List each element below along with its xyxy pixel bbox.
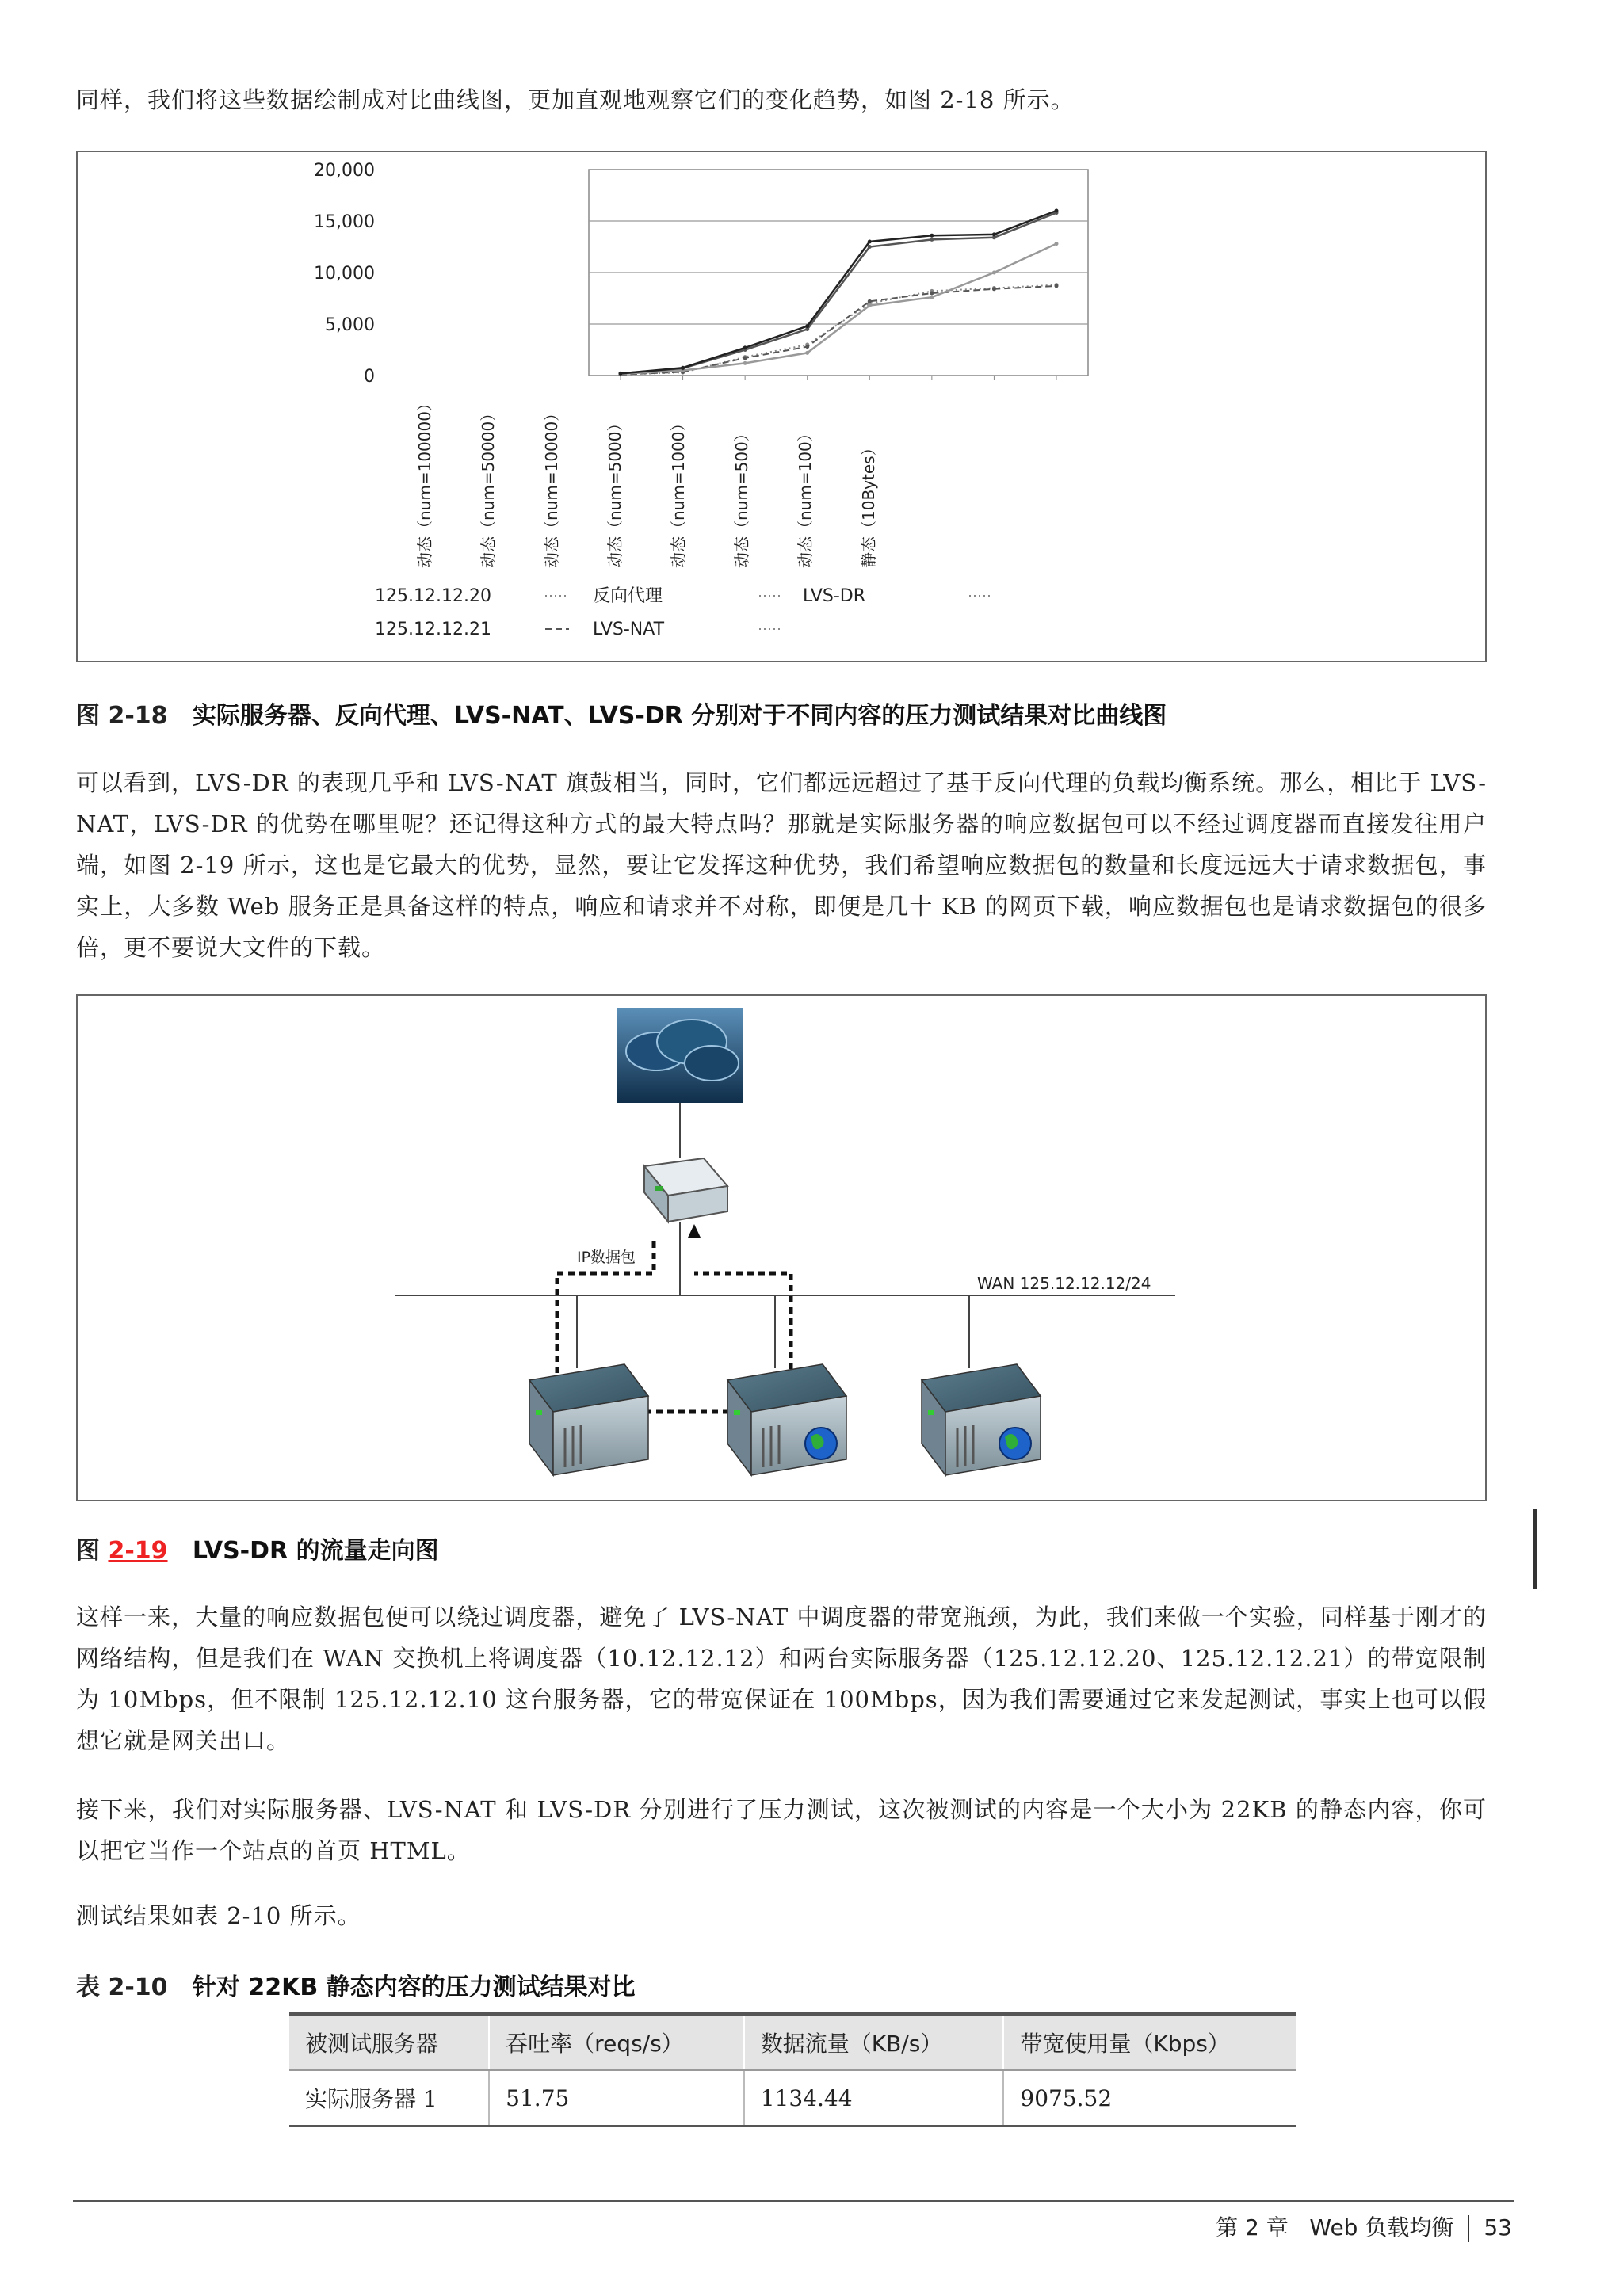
column-header: 吞吐率（reqs/s） — [489, 2014, 744, 2070]
x-tick-label: 动态（num=500） — [732, 425, 751, 568]
chart-figure-2-18 — [76, 151, 1487, 662]
intro-paragraph: 同样，我们将这些数据绘制成对比曲线图，更加直观地观察它们的变化趋势，如图 2-18 所示。 — [76, 86, 1075, 113]
data-point — [992, 287, 996, 291]
data-point — [930, 238, 934, 242]
table-number: 表 2-10 — [76, 1974, 168, 2001]
data-point — [805, 351, 809, 355]
column-header: 数据流量（KB/s） — [744, 2014, 1004, 2070]
table-2-10-caption — [76, 1967, 636, 2002]
margin-change-bar — [1533, 1509, 1537, 1589]
table-cell: 1134.44 — [744, 2070, 1004, 2126]
legend-label: 125.12.12.20 — [375, 586, 491, 606]
table-cell: 9075.52 — [1003, 2070, 1296, 2126]
table-header-row — [289, 2014, 1296, 2070]
data-point — [1055, 242, 1059, 246]
y-tick-label: 0 — [364, 367, 375, 387]
y-tick-label: 15,000 — [314, 212, 375, 232]
column-header: 带宽使用量（Kbps） — [1003, 2014, 1296, 2070]
section-label: Web 负载均衡 — [1309, 2214, 1454, 2241]
series-line — [621, 244, 1056, 374]
legend-label: LVS-DR — [803, 586, 866, 606]
chapter-label: 第 2 章 — [1216, 2214, 1289, 2241]
packet-label: IP数据包 — [577, 1249, 636, 1266]
internet-cloud-icon — [617, 1008, 743, 1103]
page-number: 53 — [1484, 2214, 1512, 2241]
arrow-up-icon — [688, 1224, 701, 1238]
body-paragraph-4: 测试结果如表 2-10 所示。 — [76, 1902, 361, 1929]
figure-2-18-caption — [76, 696, 1167, 730]
footer-separator — [1468, 2215, 1469, 2242]
data-point — [743, 345, 747, 349]
x-tick-label: 动态（num=1000） — [669, 415, 688, 568]
data-point — [930, 234, 934, 238]
data-point — [868, 240, 872, 244]
load-balancer-icon — [644, 1158, 727, 1222]
column-header: 被测试服务器 — [289, 2014, 489, 2070]
table-title: 针对 22KB 静态内容的压力测试结果对比 — [192, 1974, 636, 2001]
x-tick-label: 动态（num=100） — [796, 425, 815, 568]
legend-label: 125.12.12.21 — [375, 620, 491, 639]
data-point — [743, 361, 747, 365]
x-tick-label: 动态（num=100000） — [415, 395, 434, 568]
data-point — [868, 299, 872, 303]
legend-label: LVS-NAT — [593, 620, 665, 639]
page-footer — [1216, 2210, 1512, 2242]
data-point — [681, 366, 685, 370]
data-point — [992, 232, 996, 236]
data-point — [992, 271, 996, 275]
figure-2-19-caption — [76, 1531, 439, 1566]
data-point — [1055, 284, 1059, 288]
data-point — [805, 324, 809, 328]
y-tick-label: 10,000 — [314, 264, 375, 284]
data-point — [805, 345, 809, 349]
diagram-figure-2-19 — [76, 994, 1487, 1501]
footer-rule — [73, 2200, 1514, 2202]
web-server-icon — [727, 1364, 846, 1475]
figure-ref-link[interactable]: 2-19 — [108, 1537, 168, 1565]
table-cell: 51.75 — [489, 2070, 744, 2126]
y-tick-label: 5,000 — [325, 315, 375, 335]
data-point — [930, 292, 934, 296]
data-point — [868, 303, 872, 307]
series-line — [621, 213, 1056, 374]
x-tick-label: 动态（num=50000） — [479, 405, 498, 568]
data-point — [868, 245, 872, 249]
data-point — [1055, 209, 1059, 213]
figure-number: 图 — [76, 1537, 100, 1565]
network-diagram — [78, 996, 1485, 1500]
x-tick-label: 动态（num=10000） — [542, 405, 561, 568]
y-tick-label: 20,000 — [314, 161, 375, 181]
data-point — [930, 296, 934, 299]
figure-title: LVS-DR 的流量走向图 — [192, 1537, 439, 1565]
figure-title: 实际服务器、反向代理、LVS-NAT、LVS-DR 分别对于不同内容的压力测试结果对比曲线图 — [192, 702, 1167, 730]
server-icon — [529, 1364, 648, 1475]
table-row — [289, 2070, 1296, 2126]
wan-label: WAN 125.12.12.12/24 — [977, 1274, 1151, 1293]
body-paragraph-2: 这样一来，大量的响应数据包便可以绕过调度器，避免了 LVS-NAT 中调度器的带宽瓶颈，为此，我们来做一个实验，同样基于刚才的网络结构，但是我们在 WAN 交换机上将调度器（10.12.12.12）和两台实际服务器（125.12.12.20、125.12.12.21）的带宽限制为 10Mbps，但不限制 125.12.12.10 这台服务器，它的带宽保证在 100Mbps，因为我们需要通过它来发起测试，事实上也可以假想它就是网关出口。 — [76, 1604, 1487, 1754]
legend-label: 反向代理 — [593, 586, 663, 606]
results-table — [289, 2012, 1296, 2127]
line-chart — [78, 152, 1485, 661]
x-tick-label: 动态（num=5000） — [605, 415, 624, 568]
web-server-icon — [922, 1364, 1041, 1475]
body-paragraph-3: 接下来，我们对实际服务器、LVS-NAT 和 LVS-DR 分别进行了压力测试，这次被测试的内容是一个大小为 22KB 的静态内容，你可以把它当作一个站点的首页 HTML。 — [76, 1796, 1487, 1864]
data-point — [743, 356, 747, 360]
figure-number: 图 2-18 — [76, 702, 168, 730]
series-line — [621, 211, 1056, 373]
data-point — [619, 372, 623, 376]
table-cell: 实际服务器 1 — [289, 2070, 489, 2126]
body-paragraph-1: 可以看到，LVS-DR 的表现几乎和 LVS-NAT 旗鼓相当，同时，它们都远远超过了基于反向代理的负载均衡系统。那么，相比于 LVS-NAT，LVS-DR 的优势在哪里呢？还记得这种方式的最大特点吗？那就是实际服务器的响应数据包可以不经过调度器而直接发往用户端，如图 2-19 所示，这也是它最大的优势，显然，要让它发挥这种优势，我们希望响应数据包的数量和长度远远大于请求数据包，事实上，大多数 Web 服务正是具备这样的特点，响应和请求并不对称，即便是几十 KB 的网页下载，响应数据包也是请求数据包的很多倍，更不要说大文件的下载。 — [76, 769, 1487, 961]
x-tick-label: 静态（10Bytes） — [859, 440, 878, 568]
